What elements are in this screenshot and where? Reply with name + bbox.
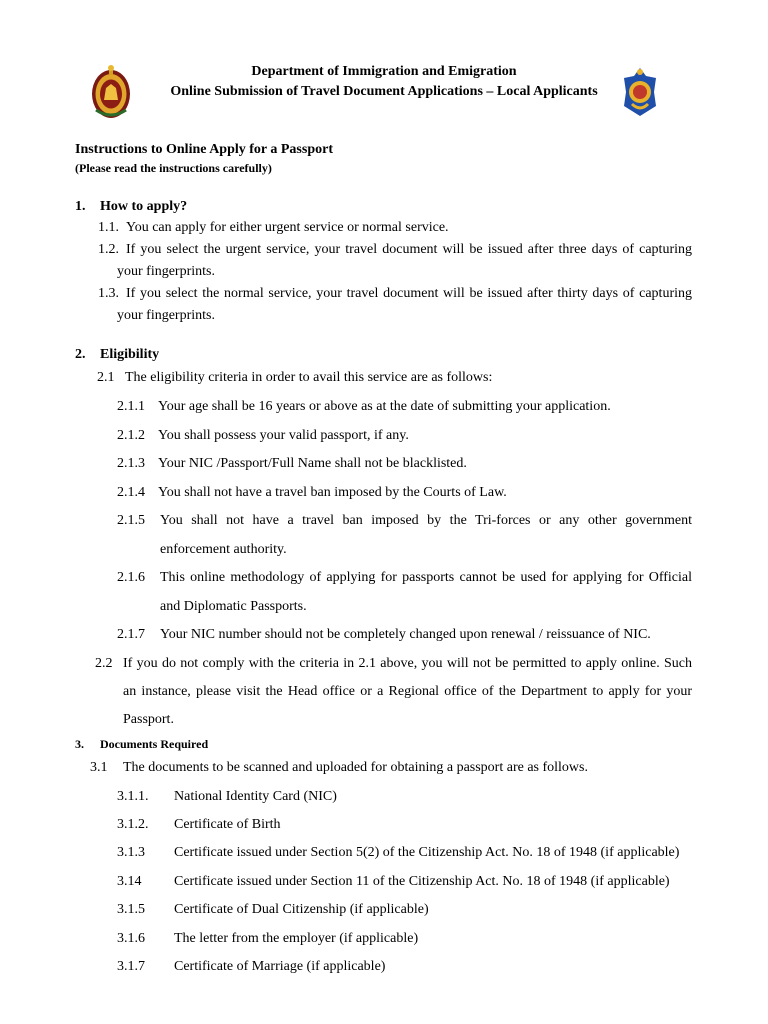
item-text: If you select the normal service, your travel document will be issued after thirty days of capturing [126, 286, 692, 301]
item-text: You can apply for either urgent service or normal service. [126, 220, 449, 235]
item-number: 3.1.3 [117, 845, 145, 860]
item-number: 2.1.5 [117, 513, 145, 528]
item-number: 2.1.6 [117, 570, 145, 585]
item-text-cont: and Diplomatic Passports. [160, 599, 307, 614]
item-text: Your NIC number should not be completely changed upon renewal / reissuance of NIC. [160, 627, 651, 642]
item-text: You shall possess your valid passport, if any. [158, 428, 409, 443]
item-text-cont: Passport. [123, 712, 174, 727]
item-number: 1.2. [98, 242, 119, 257]
item-text: The letter from the employer (if applicable) [174, 931, 419, 946]
item-text: You shall not have a travel ban imposed by the Courts of Law. [158, 485, 507, 500]
item-text: If you select the urgent service, your travel document will be issued after three days of capturing [126, 242, 692, 257]
header-department: Department of Immigration and Emigration [251, 64, 517, 79]
item-number: 3.1.6 [117, 931, 145, 946]
item-text: Certificate issued under Section 11 of the Citizenship Act. No. 18 of 1948 (if applicable) [174, 874, 670, 889]
section-1-number: 1. [75, 199, 86, 214]
item-number: 2.1.2 [117, 428, 145, 443]
item-text: Certificate of Birth [174, 817, 281, 832]
item-text: You shall not have a travel ban imposed by the Tri-forces or any other government [160, 513, 692, 528]
section-2-number: 2. [75, 347, 86, 362]
page-title: Instructions to Online Apply for a Passport [75, 142, 333, 157]
item-text: Your NIC /Passport/Full Name shall not be blacklisted. [158, 456, 467, 471]
item-text: Certificate issued under Section 5(2) of the Citizenship Act. No. 18 of 1948 (if applicable) [174, 845, 680, 860]
section-3-heading: Documents Required [100, 737, 209, 751]
item-number: 1.3. [98, 286, 119, 301]
item-text: Certificate of Marriage (if applicable) [174, 959, 386, 974]
item-text-cont: an instance, please visit the Head office or a Regional office of the Department to apply for your [123, 684, 692, 699]
header-subtitle: Online Submission of Travel Document Applications – Local Applicants [170, 84, 598, 99]
item-text-cont: your fingerprints. [117, 264, 215, 279]
item-text: National Identity Card (NIC) [174, 789, 337, 804]
item-number: 3.1.2. [117, 817, 149, 832]
item-text-cont: enforcement authority. [160, 542, 287, 557]
item-number: 2.1 [97, 370, 115, 385]
item-number: 3.14 [117, 874, 142, 889]
item-number: 2.1.4 [117, 485, 145, 500]
item-text: This online methodology of applying for passports cannot be used for applying for Official [160, 570, 692, 585]
section-2-heading: Eligibility [100, 347, 160, 362]
item-text: The documents to be scanned and uploaded for obtaining a passport are as follows. [123, 760, 588, 775]
item-text: Certificate of Dual Citizenship (if applicable) [174, 902, 429, 917]
item-number: 3.1.5 [117, 902, 145, 917]
item-number: 3.1.1. [117, 789, 149, 804]
item-number: 2.1.3 [117, 456, 145, 471]
section-1-heading: How to apply? [100, 199, 188, 214]
item-text: If you do not comply with the criteria in 2.1 above, you will not be permitted to apply online. Such [123, 656, 692, 671]
item-number: 2.1.1 [117, 399, 145, 414]
item-text: The eligibility criteria in order to avail this service are as follows: [125, 370, 493, 385]
item-number: 3.1 [90, 760, 108, 775]
item-text-cont: your fingerprints. [117, 308, 215, 323]
item-number: 3.1.7 [117, 959, 145, 974]
item-number: 1.1. [98, 220, 119, 235]
section-3-number: 3. [75, 737, 84, 751]
page-note: (Please read the instructions carefully) [75, 161, 272, 175]
item-number: 2.2 [95, 656, 113, 671]
item-text: Your age shall be 16 years or above as at the date of submitting your application. [158, 399, 611, 414]
item-number: 2.1.7 [117, 627, 145, 642]
